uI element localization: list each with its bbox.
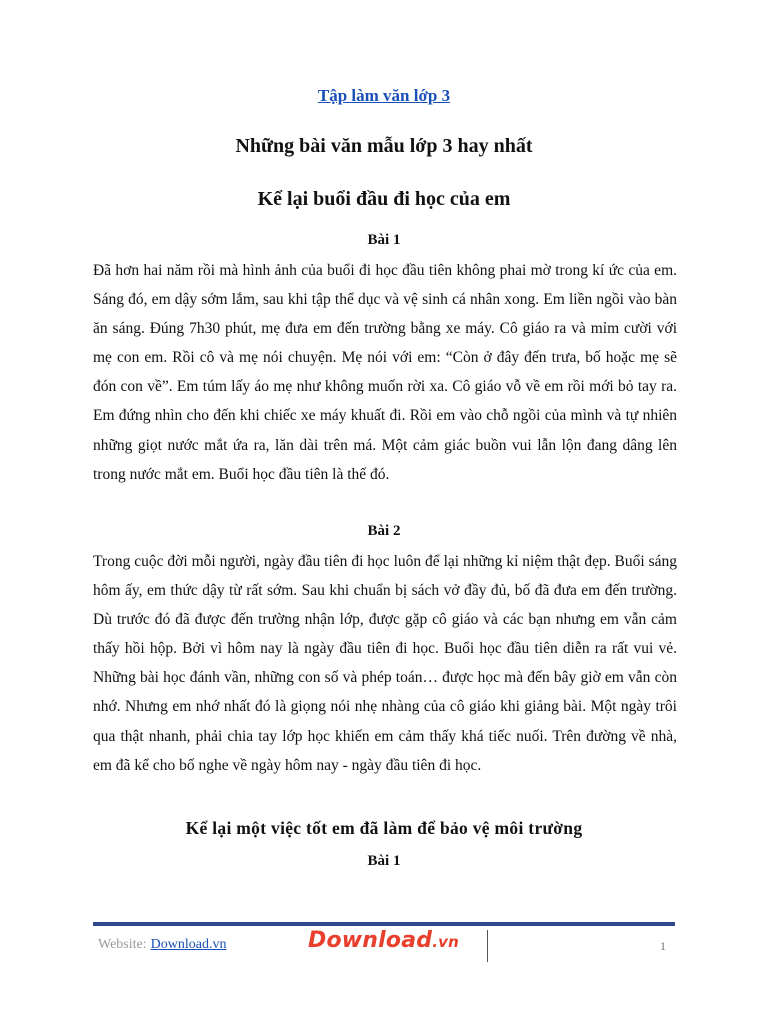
- essay2-text: Trong cuộc đời mỗi người, ngày đầu tiên đi học luôn để lại những kỉ niệm thật đẹp. Buổi sáng hôm ấy, em thức dậy từ rất sớm. Sau khi chuẩn bị sách vở đầy đủ, bố đã đưa em đến trường. Dù trước đó đã được đến trường nhận lớp, được gặp cô giáo và các bạn nhưng em vẫn cảm thấy hồi hộp. Bởi vì hôm nay là ngày đầu tiên đi học. Buổi học đầu tiên diễn ra rất vui vẻ. Những bài học đánh vần, những con số và phép toán… được học mà đến bây giờ em vẫn còn nhớ. Nhưng em nhớ nhất đó là giọng nói nhẹ nhàng của cô giáo khi giảng bài. Một ngày trôi qua thật nhanh, phải chia tay lớp học khiến em cảm thấy khá tiếc nuối. Trên đường về nhà, em đã kể cho bố nghe về ngày hôm nay - ngày đầu tiên đi học.: [93, 553, 677, 774]
- footer-website: [98, 937, 226, 953]
- essay1-label: Bài 1: [367, 232, 401, 248]
- website-link[interactable]: Download.vn: [150, 937, 227, 952]
- doc-category-link[interactable]: Tập làm văn lớp 3: [317, 86, 451, 105]
- section2-essay1-label: Bài 1: [367, 853, 401, 869]
- section1-title: Kể lại buổi đầu đi học của em: [257, 188, 511, 210]
- footer-separator: [487, 930, 488, 962]
- essay2-label: Bài 2: [367, 523, 401, 539]
- website-label: Website:: [98, 937, 147, 952]
- logo-main-text: Download: [308, 928, 433, 953]
- logo-ext-text: .vn: [432, 933, 459, 951]
- footer-divider: [93, 922, 675, 926]
- page-number: 1: [660, 939, 666, 953]
- doc-title: Những bài văn mẫu lớp 3 hay nhất: [235, 135, 533, 157]
- section2-title: Kể lại một việc tốt em đã làm để bảo vệ môi trường: [185, 818, 583, 838]
- download-logo[interactable]: [308, 928, 459, 953]
- essay1-text: Đã hơn hai năm rồi mà hình ảnh của buổi đi học đầu tiên không phai mờ trong kí ức của em. Sáng đó, em dậy sớm lắm, sau khi tập thể dục và vệ sinh cá nhân xong. Em liền ngồi vào bàn ăn sáng. Đúng 7h30 phút, mẹ đưa em đến trường bằng xe máy. Cô giáo ra và mỉm cười với mẹ con em. Rồi cô và mẹ nói chuyện. Mẹ nói với em: “Còn ở đây đến trưa, bố hoặc mẹ sẽ đón con về”. Em túm lấy áo mẹ như không muốn rời xa. Cô giáo vỗ về em rồi mới bỏ tay ra. Em đứng nhìn cho đến khi chiếc xe máy khuất đi. Rồi em vào chỗ ngồi của mình và tự nhiên những giọt nước mắt ứa ra, lăn dài trên má. Một cảm giác buồn vui lẫn lộn đang dâng lên trong nước mắt em. Buổi học đầu tiên là thế đó.: [93, 262, 677, 483]
